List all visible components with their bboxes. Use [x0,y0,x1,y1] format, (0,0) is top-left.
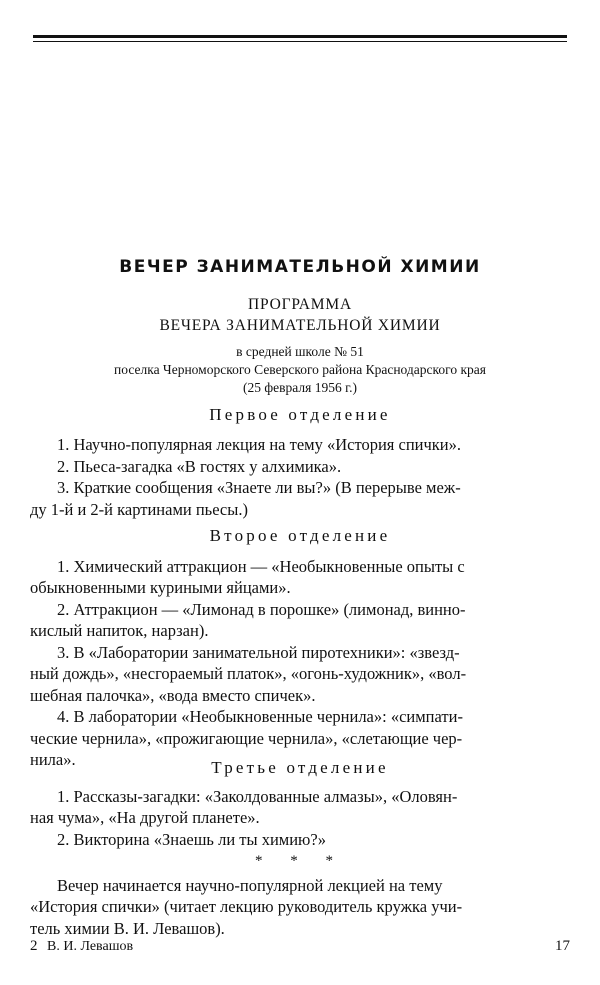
list-item-continuation: ная чума», «На другой планете». [30,808,260,827]
section-title-third: Третье отделение [211,758,389,777]
list-item-continuation: ческие чернила», «прожигающие чернила», «слетающие чер- [30,729,463,748]
list-item-continuation: кислый напиток, нарзан). [30,621,209,640]
list-item: 2. Пьеса-загадка «В гостях у алхимика». [57,457,342,476]
top-rule-thin [33,41,567,42]
program-heading: ПРОГРАММА [248,296,352,313]
list-item-continuation: ду 1-й и 2-й картинами пьесы.) [30,500,248,519]
section-title-second: Второе отделение [209,526,391,545]
program-place-school: в средней школе № 51 [236,344,364,359]
section-separator: * * * [255,853,345,869]
program-subheading: ВЕЧЕРА ЗАНИМАТЕЛЬНОЙ ХИМИИ [159,317,441,334]
list-item: 2. Викторина «Знаешь ли ты химию?» [57,830,326,849]
signature-number: 2 [30,938,38,954]
list-item: 2. Аттракцион — «Лимонад в порошке» (лимонад, винно- [57,600,466,619]
top-rule-thick [33,35,567,38]
list-item-continuation: шебная палочка», «вода вместо спичек». [30,686,316,705]
signature-author: В. И. Левашов [47,939,134,954]
program-date: (25 февраля 1956 г.) [243,380,357,395]
paragraph-line: Вечер начинается научно-популярной лекцией на тему [57,876,443,895]
list-item: 1. Химический аттракцион — «Необыкновенные опыты с [57,557,465,576]
signature-mark [30,938,133,955]
page-number: 17 [555,938,570,954]
list-item-continuation: нила». [30,750,76,769]
section-title-first: Первое отделение [209,405,391,424]
list-item: 4. В лаборатории «Необыкновенные чернила»: «симпати- [57,707,463,726]
list-item: 3. Краткие сообщения «Знаете ли вы?» (В перерыве меж- [57,478,461,497]
paragraph-line: «История спички» (читает лекцию руководитель кружка учи- [30,897,463,916]
list-item: 1. Научно-популярная лекция на тему «История спички». [57,435,462,454]
list-item-continuation: обыкновенными куриными яйцами». [30,578,291,597]
page-title: ВЕЧЕР ЗАНИМАТЕЛЬНОЙ ХИМИИ [119,257,481,277]
paragraph-line: тель химии В. И. Левашов). [30,919,225,938]
list-item-continuation: ный дождь», «несгораемый платок», «огонь-художник», «вол- [30,664,467,683]
list-item: 1. Рассказы-загадки: «Заколдованные алмазы», «Оловян- [57,787,458,806]
list-item: 3. В «Лаборатории занимательной пиротехники»: «звезд- [57,643,460,662]
program-place-settlement: поселка Черноморского Северского района Краснодарского края [114,362,486,377]
